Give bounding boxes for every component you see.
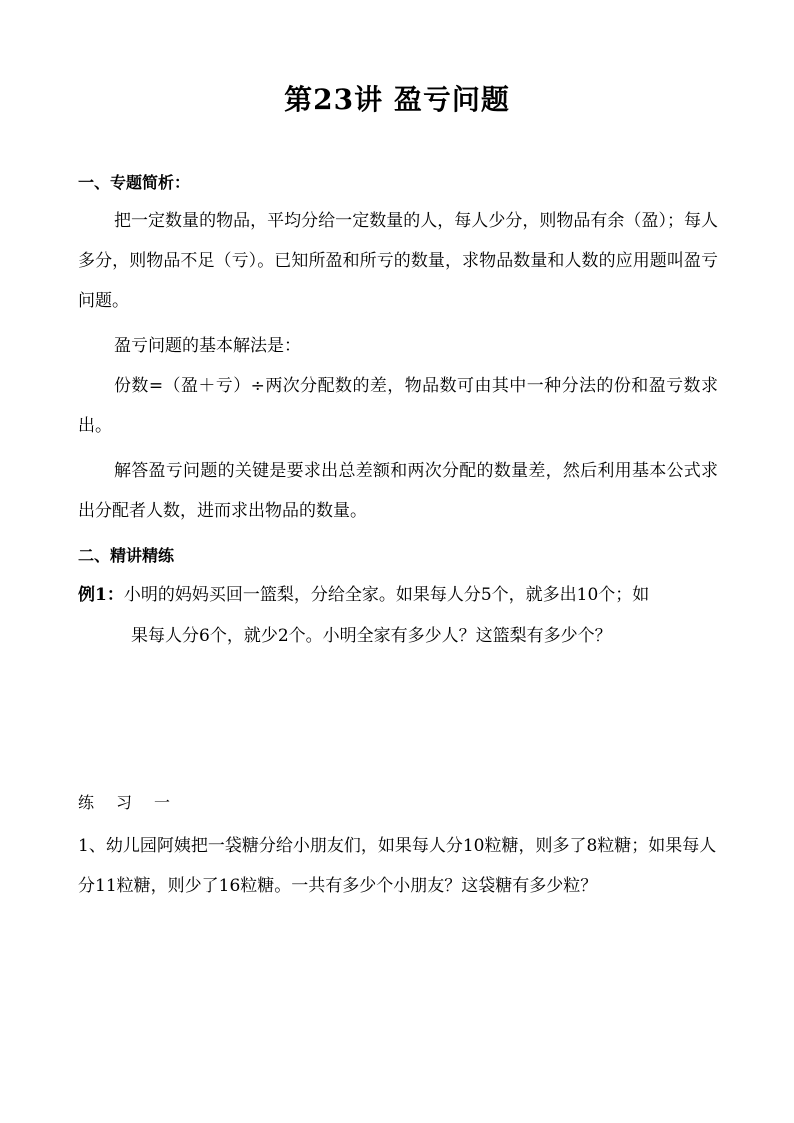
page-title: 第23讲 盈亏问题	[284, 83, 510, 116]
exercise-question-1: 1、幼儿园阿姨把一袋糖分给小朋友们，如果每人分10粒糖，则多了8粒糖；如果每人分11粒糖，则少了16粒糖。一共有多少个小朋友？这袋糖有多少粒？	[78, 836, 717, 896]
paragraph-formula: 份数=（盈＋亏）÷两次分配数的差，物品数可由其中一种分法的份和盈亏数求出。	[78, 376, 718, 436]
paragraph-definition: 把一定数量的物品，平均分给一定数量的人，每人少分，则物品有余（盈）；每人多分，则物品不足（亏）。已知所盈和所亏的数量，求物品数量和人数的应用题叫盈亏问题。	[78, 211, 718, 311]
example-1	[78, 575, 718, 657]
section-heading-practice: 二、精讲精练	[78, 546, 175, 565]
exercise-heading: 练习一	[78, 793, 193, 812]
paragraph-key-point: 解答盈亏问题的关键是要求出总差额和两次分配的数量差，然后利用基本公式求出分配者人数，进而求出物品的数量。	[78, 461, 718, 521]
section-heading-analysis: 一、专题简析：	[78, 173, 191, 192]
paragraph-basic-method: 盈亏问题的基本解法是：	[114, 336, 301, 356]
example-text-line2: 果每人分6个，就少2个。小明全家有多少人？这篮梨有多少个？	[131, 626, 612, 646]
example-text-line1: 小明的妈妈买回一篮梨，分给全家。如果每人分5个，就多出10个；如	[123, 585, 650, 605]
example-label: 例1：	[78, 585, 124, 605]
